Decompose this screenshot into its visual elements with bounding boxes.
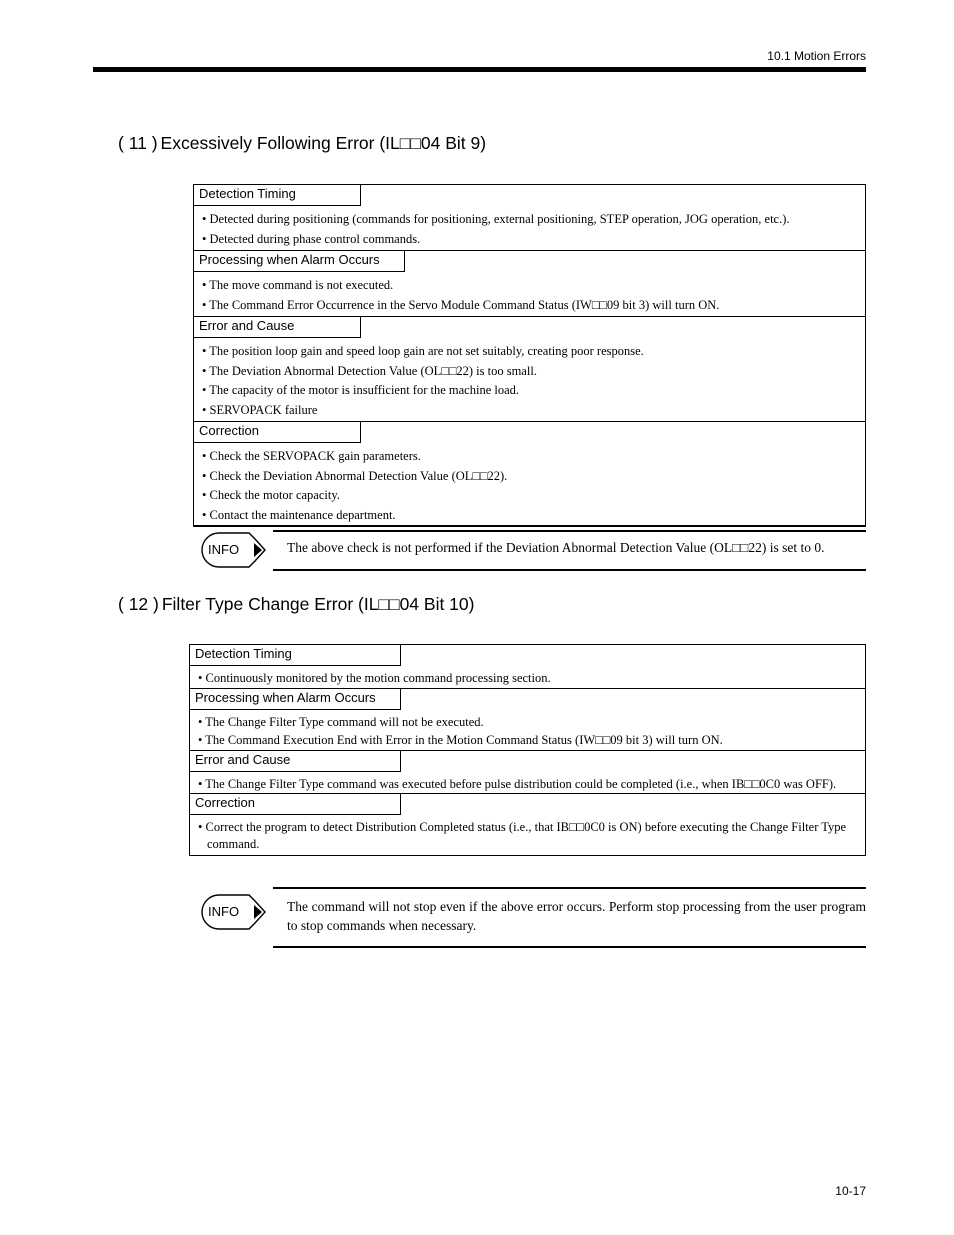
page-number: 10-17: [835, 1184, 866, 1198]
section-12-info-note: [201, 887, 866, 948]
running-header: 10.1 Motion Errors: [767, 49, 866, 63]
error-cause-label: Error and Cause: [194, 317, 361, 338]
error-cause-label: Error and Cause: [190, 751, 401, 772]
correction-row: [190, 793, 865, 855]
info-icon: [201, 530, 267, 575]
error-cause-list: [194, 338, 865, 421]
correction-label: Correction: [194, 422, 361, 443]
correction-label: Correction: [190, 794, 401, 815]
list-item: • The Deviation Abnormal Detection Value (OL□□22) is too small.: [202, 362, 859, 382]
section-12-number: ( 12 ): [118, 594, 159, 614]
list-item: • Check the motor capacity.: [202, 486, 859, 506]
section-11-heading: [118, 133, 486, 154]
detection-timing-list: [190, 666, 865, 688]
list-item: • SERVOPACK failure: [202, 401, 859, 421]
section-11-info-note: [201, 530, 866, 571]
section-11-table: [193, 184, 866, 527]
list-item: • The capacity of the motor is insufficient for the machine load.: [202, 381, 859, 401]
detection-timing-row: [190, 645, 865, 688]
section-11-title: Excessively Following Error (IL□□04 Bit 9): [160, 133, 487, 153]
info-icon: [201, 892, 267, 937]
detection-timing-row: [194, 185, 865, 250]
list-item: • The position loop gain and speed loop gain are not set suitably, creating poor response.: [202, 342, 859, 362]
detection-timing-label: Detection Timing: [190, 645, 401, 666]
list-item: • The move command is not executed.: [202, 276, 859, 296]
processing-row: [190, 688, 865, 750]
detection-timing-label: Detection Timing: [194, 185, 361, 206]
error-cause-list: [190, 772, 865, 794]
list-item: • The Command Error Occurrence in the Servo Module Command Status (IW□□09 bit 3) will turn ON.: [202, 296, 859, 316]
processing-list: [190, 710, 865, 750]
section-12-heading: [118, 594, 474, 615]
list-item: • The Command Execution End with Error in the Motion Command Status (IW□□09 bit 3) will turn ON.: [198, 731, 859, 750]
processing-row: [194, 250, 865, 316]
list-item: • Continuously monitored by the motion command processing section.: [198, 669, 859, 688]
error-cause-row: [194, 316, 865, 421]
list-item: • Check the SERVOPACK gain parameters.: [202, 447, 859, 467]
list-item: • Contact the maintenance department.: [202, 506, 859, 526]
list-item: • Detected during phase control commands.: [202, 230, 859, 250]
section-11-number: ( 11 ): [118, 133, 158, 153]
list-item: • Check the Deviation Abnormal Detection Value (OL□□22).: [202, 467, 859, 487]
processing-label: Processing when Alarm Occurs: [194, 251, 405, 272]
processing-label: Processing when Alarm Occurs: [190, 689, 401, 710]
correction-list: [190, 815, 865, 855]
list-item: • The Change Filter Type command was executed before pulse distribution could be completed (i.e., when IB□□0C0 was OFF).: [198, 775, 859, 794]
detection-timing-list: [194, 206, 865, 250]
section-12-title: Filter Type Change Error (IL□□04 Bit 10): [161, 594, 475, 614]
info-text: The above check is not performed if the Deviation Abnormal Detection Value (OL□□22) is set to 0.: [287, 540, 825, 555]
list-item: • Detected during positioning (commands for positioning, external positioning, STEP operation, JOG operation, etc.).: [202, 210, 859, 230]
list-item: • The Change Filter Type command will not be executed.: [198, 713, 859, 732]
info-badge-label: INFO: [208, 542, 240, 557]
header-rule: [93, 67, 866, 72]
list-item: • Correct the program to detect Distribution Completed status (i.e., that IB□□0C0 is ON) before executing the Change Filter Type command.: [198, 818, 859, 853]
error-cause-row: [190, 750, 865, 794]
info-badge-label: INFO: [208, 904, 240, 919]
section-12-table: [189, 644, 866, 856]
info-text: The command will not stop even if the above error occurs. Perform stop processing from the user program to stop commands when necessary.: [287, 899, 866, 933]
processing-list: [194, 272, 865, 316]
correction-row: [194, 421, 865, 526]
correction-list: [194, 443, 865, 525]
